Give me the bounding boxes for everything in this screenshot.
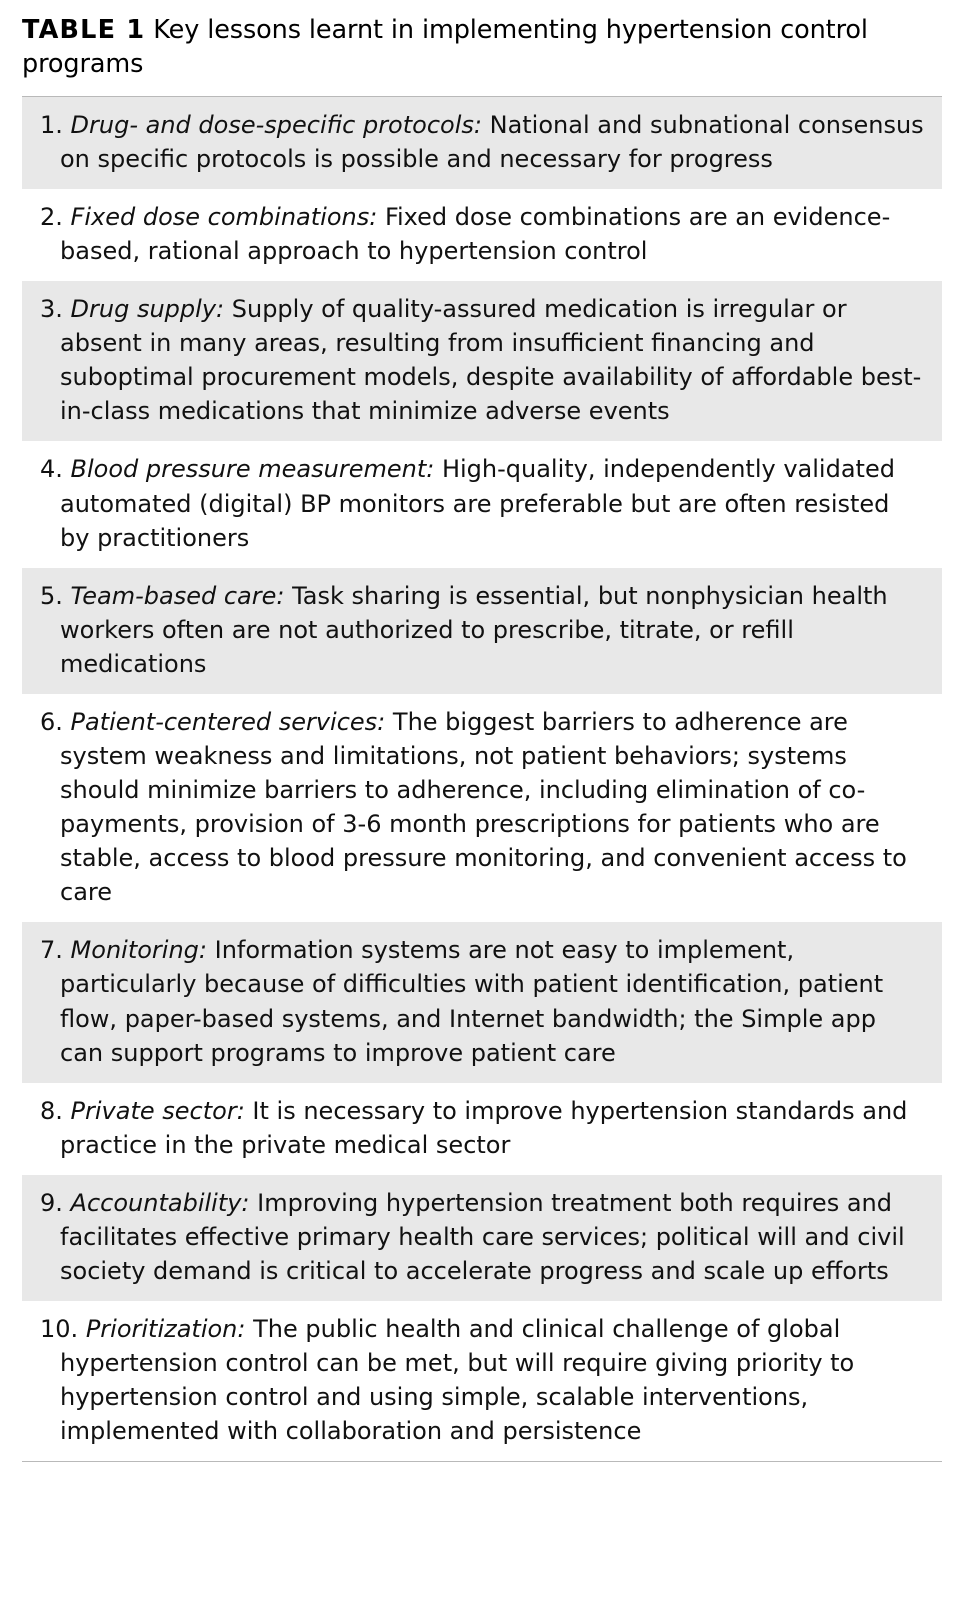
table-row xyxy=(22,281,942,441)
row-number: 8. xyxy=(40,1096,63,1125)
table-caption-text: Key lessons learnt in implementing hypertension control programs xyxy=(22,15,868,79)
row-term: Drug supply: xyxy=(70,295,225,324)
row-number: 10. xyxy=(40,1315,79,1344)
row-number: 1. xyxy=(40,110,63,139)
row-description: National and subnational consensus on specific protocols is possible and necessary for progress xyxy=(60,110,924,173)
table-row xyxy=(22,694,942,922)
row-term: Private sector: xyxy=(70,1096,245,1125)
row-term: Fixed dose combinations: xyxy=(70,202,378,231)
table-rows xyxy=(22,96,942,1463)
table-row-content xyxy=(40,108,924,176)
table-row-content xyxy=(40,1312,924,1448)
table-row xyxy=(22,189,942,281)
row-description: The biggest barriers to adherence are system weakness and limitations, not patient behaviors; systems should minimize barriers to adherence, including elimination of co-payments, provision of 3-6 month prescriptions for patients who are stable, access to blood pressure monitoring, and convenient access to care xyxy=(60,707,907,907)
row-number: 5. xyxy=(40,581,63,610)
row-description: Improving hypertension treatment both requires and facilitates effective primary health care services; political will and civil society demand is critical to accelerate progress and scale up efforts xyxy=(60,1188,905,1285)
table-row xyxy=(22,1301,942,1461)
table-row-content xyxy=(40,292,924,428)
row-number: 7. xyxy=(40,936,63,965)
row-term: Blood pressure measurement: xyxy=(70,455,435,484)
row-number: 9. xyxy=(40,1188,63,1217)
table-row xyxy=(22,1175,942,1301)
row-description: Fixed dose combinations are an evidence-based, rational approach to hypertension control xyxy=(60,202,891,266)
table-row-content xyxy=(40,579,924,681)
row-term: Drug- and dose-specific protocols: xyxy=(70,110,482,139)
table-row xyxy=(22,441,942,567)
row-term: Accountability: xyxy=(70,1188,250,1217)
row-number: 6. xyxy=(40,707,63,736)
table-row xyxy=(22,97,942,189)
table-row-content xyxy=(40,705,924,909)
row-description: High-quality, independently validated automated (digital) BP monitors are preferable but are often resisted by practitioners xyxy=(60,455,895,552)
table-caption xyxy=(22,14,942,82)
row-description: Information systems are not easy to implement, particularly because of difficulties with patient identification, patient flow, paper-based systems, and Internet bandwidth; the Simple app can support programs to improve patient care xyxy=(60,936,884,1067)
table-row xyxy=(22,922,942,1082)
table-row-content xyxy=(40,452,924,554)
table-row-content xyxy=(40,1186,924,1288)
row-description: Supply of quality-assured medication is irregular or absent in many areas, resulting from insufficient financing and suboptimal procurement models, despite availability of affordable best-in-class medications that minimize adverse events xyxy=(60,295,922,426)
row-term: Monitoring: xyxy=(70,936,207,965)
row-term: Prioritization: xyxy=(85,1315,246,1344)
row-term: Patient-centered services: xyxy=(70,707,386,736)
row-number: 3. xyxy=(40,295,63,324)
row-description: The public health and clinical challenge of global hypertension control can be met, but will require giving priority to hypertension control and using simple, scalable interventions, implemented with collaboration and persistence xyxy=(60,1315,855,1446)
table-row xyxy=(22,568,942,694)
row-number: 2. xyxy=(40,202,63,231)
row-description: It is necessary to improve hypertension standards and practice in the private medical sector xyxy=(60,1096,908,1159)
table-row xyxy=(22,1083,942,1175)
row-description: Task sharing is essential, but nonphysician health workers often are not authorized to prescribe, titrate, or refill medications xyxy=(60,581,888,678)
table-number-label: TABLE 1 xyxy=(22,15,146,45)
row-number: 4. xyxy=(40,455,63,484)
table-row-content xyxy=(40,1094,924,1162)
table-row-content xyxy=(40,200,924,268)
table-row-content xyxy=(40,933,924,1069)
row-term: Team-based care: xyxy=(70,581,285,610)
